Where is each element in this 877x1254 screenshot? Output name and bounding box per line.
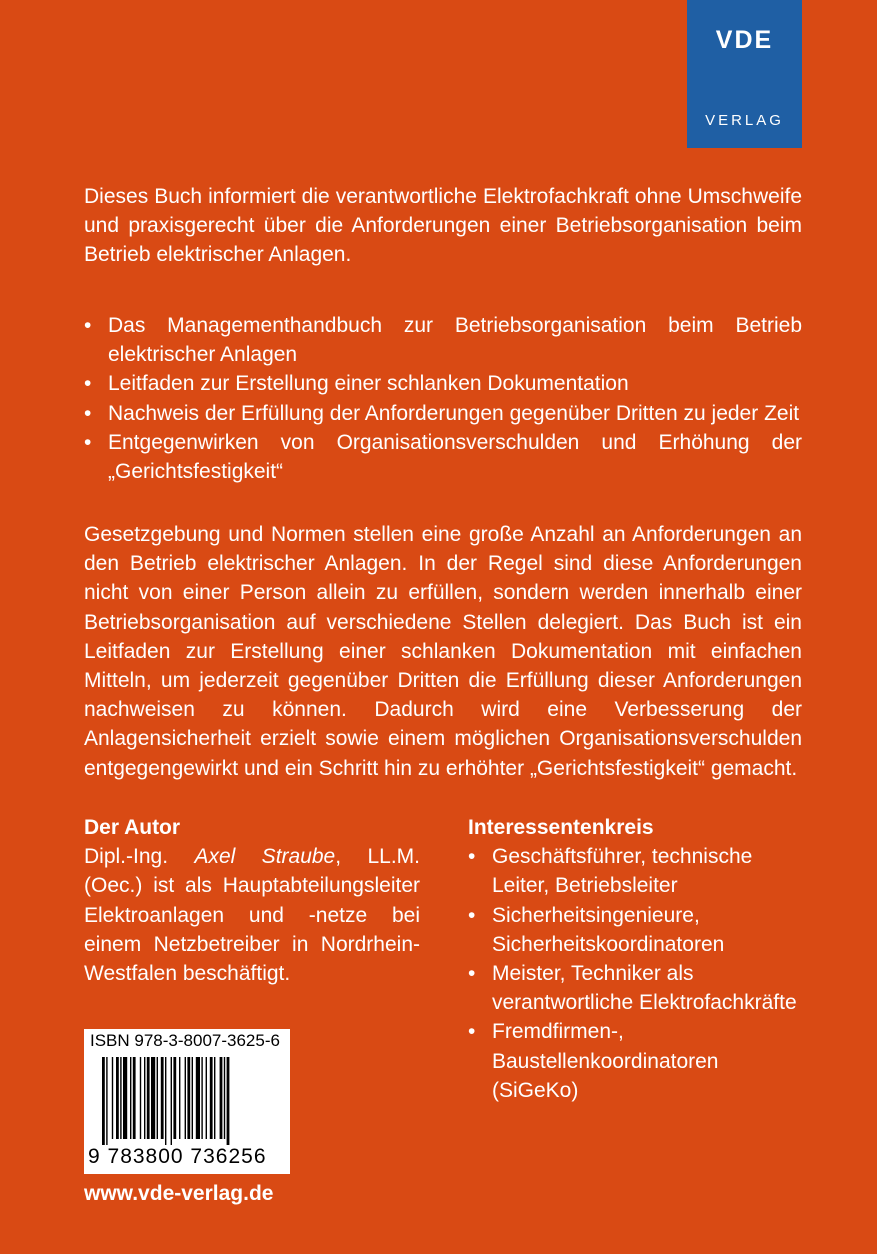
feature-item: • Nachweis der Erfüllung der Anforderungen gegenüber Dritten zu jeder Zeit [84, 399, 802, 428]
author-text [84, 842, 420, 988]
feature-item: • Leitfaden zur Erstellung einer schlanken Dokumentation [84, 369, 802, 398]
barcode-bar [214, 1057, 215, 1139]
barcode-bar [130, 1057, 131, 1139]
feature-item: • Entgegenwirken von Organisationsverschulden und Erhöhung der „Gerichtsfestigkeit“ [84, 428, 802, 486]
isbn-digits: 9 783800 736256 [88, 1145, 267, 1168]
barcode-bar [147, 1057, 150, 1139]
barcode-bar [224, 1057, 225, 1139]
author-description: ist als Hauptabteilungsleiter Elektroanlagen und -netze bei einem Netzbetreiber in Nordrhein-Westfalen beschäftigt. [84, 874, 420, 986]
body-paragraph: Gesetzgebung und Normen stellen eine große Anzahl an Anforderungen an den Betrieb elektrischer Anlagen. In der Regel sind diese Anforderungen nicht von einer Person allein zu erfüllen, sondern werden innerhalb einer Betriebsorganisation auf verschiedene Stellen delegiert. Das Buch ist ein Leitfaden zur Erstellung einer schlanken Dokumentation mit einfachen Mitteln, um jederzeit gegenüber Dritten die Erfüllung dieser Anforderungen nachweisen zu können. Dadurch wird eine Verbesserung der Anlagensicherheit erzielt sowie einem möglichen Organisationsverschulden entgegengewirkt und ein Schritt hin zu erhöhter „Gerichtsfestigkeit“ gemacht. [84, 523, 802, 780]
barcode-bar [171, 1057, 172, 1145]
barcode-bar [157, 1057, 158, 1139]
interest-item: • Geschäftsführer, technische Leiter, Betriebsleiter [468, 842, 798, 900]
logo-sub: VERLAG [705, 112, 784, 129]
barcode-bars [102, 1057, 280, 1145]
barcode-bar [187, 1057, 190, 1139]
barcode-bar [123, 1057, 127, 1139]
author-section [84, 813, 420, 988]
feature-item: • Das Managementhandbuch zur Betriebsorganisation beim Betrieb elektrischer Anlagen [84, 311, 802, 369]
author-name: Axel Straube [194, 845, 336, 869]
intro-paragraph: Dieses Buch informiert die verantwortliche Elektrofachkraft ohne Umschweife und praxisgerecht über die Anforderungen einer Betriebsorganisation beim Betrieb elektrischer Anlagen. [84, 185, 802, 267]
barcode-bar [112, 1057, 113, 1139]
barcode-bar [161, 1057, 164, 1139]
barcode-bar [220, 1057, 223, 1139]
logo-brand: VDE [715, 26, 774, 54]
isbn-barcode [84, 1029, 290, 1174]
isbn-label: ISBN 978-3-8007-3625-6 [90, 1031, 280, 1050]
barcode-bar [106, 1057, 107, 1145]
author-heading: Der Autor [84, 816, 181, 839]
website-url: www.vde-verlag.de [84, 1182, 274, 1205]
author-prefix: Dipl.-Ing. [84, 845, 195, 869]
barcode-bar [120, 1057, 121, 1139]
barcode-bar [210, 1057, 213, 1139]
barcode-bar [151, 1057, 155, 1139]
barcode-bar [196, 1057, 200, 1139]
interest-item: • Fremdfirmen-, Baustellenkoordinatoren (SiGeKo) [468, 1017, 798, 1105]
barcode-bar [102, 1057, 105, 1145]
barcode-bar [144, 1057, 145, 1139]
barcode-bar [140, 1057, 141, 1139]
interest-list [468, 842, 798, 1105]
barcode-bar [206, 1057, 207, 1139]
barcode-bar [179, 1057, 180, 1139]
barcode-bar [133, 1057, 136, 1139]
barcode-bar [201, 1057, 202, 1139]
interest-section [468, 813, 798, 1105]
vde-verlag-logo [687, 0, 802, 148]
interest-item: • Meister, Techniker als verantwortliche Elektrofachkräfte [468, 959, 798, 1017]
barcode-bar [192, 1057, 193, 1139]
feature-list [84, 311, 802, 486]
interest-heading: Interessentenkreis [468, 816, 654, 839]
author-suffix: , LL.M. (Oec.) [84, 845, 420, 898]
barcode-bar [116, 1057, 119, 1139]
barcode-bar [173, 1057, 176, 1139]
barcode-bar [165, 1057, 166, 1145]
barcode-bar [227, 1057, 230, 1145]
barcode-bar [185, 1057, 186, 1139]
interest-item: • Sicherheitsingenieure, Sicherheitskoordinatoren [468, 901, 798, 959]
